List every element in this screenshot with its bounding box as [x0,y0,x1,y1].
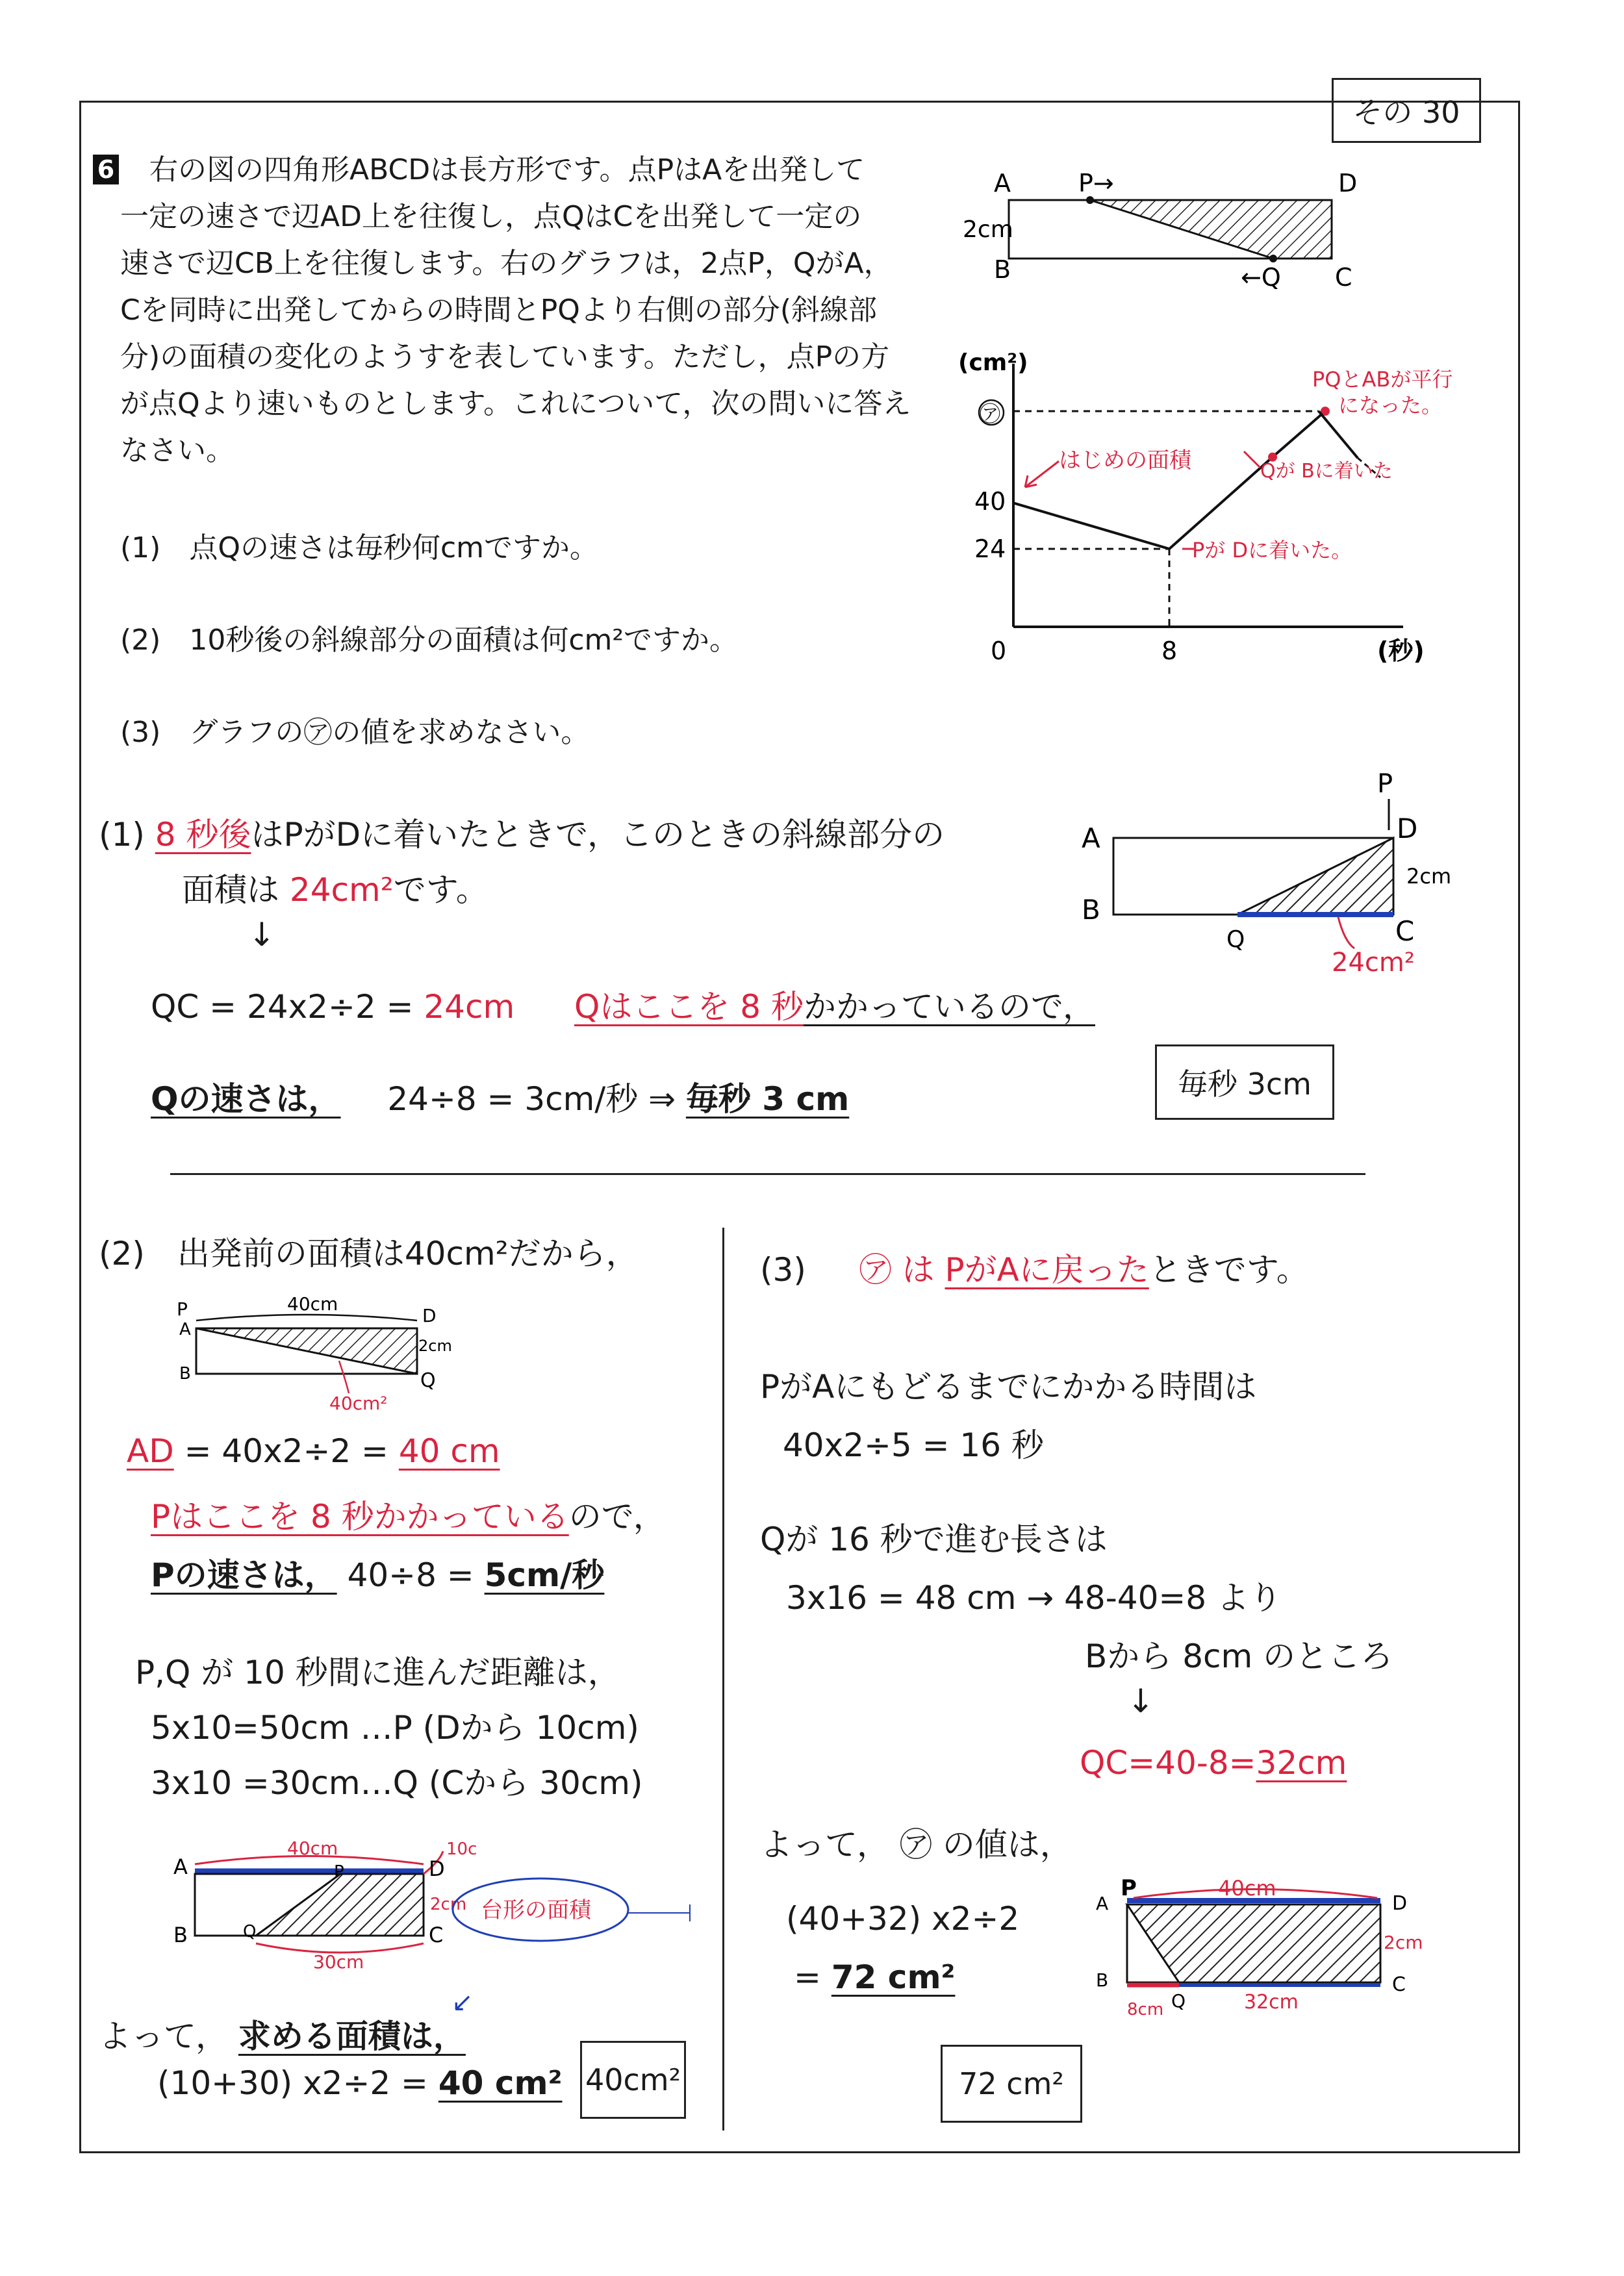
svg-text:2cm: 2cm [1406,864,1452,889]
svg-text:24cm²: 24cm² [1332,948,1415,978]
question-3: (3) グラフの㋐の値を求めなさい。 [120,716,590,749]
graph-x-tick-8: 8 [1161,637,1178,665]
problem-line-3: 速さで辺CB上を往復します。右のグラフは，2点P，QがA， [120,247,893,280]
svg-text:40cm: 40cm [287,1293,338,1315]
svg-text:Q: Q [1171,1990,1186,2012]
svg-text:40cm: 40cm [1218,1876,1276,1901]
answer1-figure [1072,773,1475,987]
svg-text:C: C [1392,1973,1406,1996]
answer2-line3: Pはここを 8 秒かかっているので， [151,1498,666,1536]
svg-text:A: A [179,1320,191,1339]
svg-text:30cm: 30cm [313,1951,364,1973]
graph-y-tick-24: 24 [974,535,1006,563]
answer1-arrow: ↓ [248,916,275,954]
answer1-line4: Qの速さは， 24÷8 = 3cm/秒 ⇒ 毎秒 3 cm [151,1080,850,1118]
svg-text:40cm: 40cm [287,1838,338,1859]
answer2-line5: P,Q が 10 秒間に進んだ距離は， [135,1654,620,1691]
page-label-box [1332,78,1481,143]
svg-text:2cm: 2cm [1384,1932,1423,1953]
svg-text:B: B [173,1923,188,1947]
answer1-box: 毎秒 3cm [1155,1044,1334,1120]
area-graph [948,351,1468,676]
answer3-line7: QC=40-8=32cm [1080,1744,1347,1782]
answer2-line1: (2) 出発前の面積は40cm²だから， [99,1235,639,1272]
svg-text:D: D [1397,813,1418,844]
svg-text:2cm: 2cm [418,1337,452,1355]
question-1: (1) 点Qの速さは毎秒何cmですか。 [120,531,599,564]
graph-y-tick-a: ㋐ [980,401,1001,426]
answer3-line1: (3) ㋐ は PがAに戻ったときです。 [760,1251,1309,1289]
answer3-line3: 40x2÷5 = 16 秒 [783,1426,1044,1464]
svg-text:Q: Q [243,1922,257,1941]
answer2-line8: よって， 求める面積は， [99,2017,466,2055]
svg-text:2cm: 2cm [430,1895,467,1914]
answer2-line4: Pの速さは， 40÷8 = 5cm/秒 [151,1556,605,1594]
answer1-line3: QC = 24x2÷2 = 24cm Qはここを 8 秒かかっているので， [151,988,1095,1026]
svg-text:B: B [1082,894,1100,926]
svg-text:P: P [334,1862,344,1882]
answer3-line10: = 72 cm² [794,1958,956,1996]
answer3-line6: Bから 8cm のところ [1085,1637,1393,1675]
graph-note-initial: はじめの面積 [1059,448,1191,474]
rect-label-q: ←Q [1241,263,1281,292]
graph-x-unit: (秒) [1377,637,1425,665]
problem-line-2: 一定の速さで辺AD上を往復し，点QはCを出発して一定の [120,200,862,233]
answer3-line4: Qが 16 秒で進む長さは [760,1521,1108,1558]
problem-line-5: 分)の面積の変化のようすを表しています。ただし，点Pの方 [120,340,890,373]
svg-text:Q: Q [1226,926,1245,953]
answer2-box: 40cm² [580,2041,686,2119]
answer3-box: 72 cm² [941,2045,1082,2123]
svg-text:B: B [1096,1969,1109,1991]
graph-y-unit: (cm²) [958,351,1028,376]
graph-note-p-at-d: Pが Dに着いた。 [1192,538,1352,563]
graph-note-parallel-2: になった。 [1338,393,1443,418]
answer3-arrow: ↓ [1127,1682,1154,1720]
svg-text:A: A [173,1854,188,1879]
svg-text:A: A [1082,822,1100,854]
rectangle-figure [948,162,1377,292]
svg-text:40cm²: 40cm² [329,1393,388,1413]
graph-note-q-at-b: Qが Bに着いた [1260,460,1393,483]
rect-label-c: C [1335,263,1352,292]
svg-text:台形の面積: 台形の面積 [481,1897,591,1923]
answer3-figure [1088,1871,1452,2027]
answer2-line6: 5x10=50cm …P (Dから 10cm) [151,1709,639,1747]
problem-number: 6 [93,155,119,184]
svg-text:D: D [422,1305,437,1326]
answer2-line9: (10+30) x2÷2 = 40 cm² [157,2064,563,2102]
svg-text:C: C [429,1923,444,1947]
answer2-line7: 3x10 =30cm…Q (Cから 30cm) [151,1764,643,1802]
graph-origin: 0 [991,637,1007,665]
svg-text:P: P [1377,773,1393,799]
answer3-line2: PがAにもどるまでにかかる時間は [760,1368,1257,1406]
section-divider [170,1173,1365,1175]
answer2-line2: AD = 40x2÷2 = 40 cm [127,1432,500,1470]
problem-line-1: 右の図の四角形ABCDは長方形です。点PはAを出発して [149,153,865,186]
rect-label-p: P→ [1078,169,1114,197]
svg-text:D: D [429,1856,445,1881]
answer1-line1: (1) 8 秒後はPがDに着いたときで，このときの斜線部分の [99,816,945,854]
svg-text:P: P [1121,1875,1137,1901]
svg-text:8cm: 8cm [1127,2000,1164,2019]
svg-text:32cm: 32cm [1244,1991,1299,2014]
answer3-line9: (40+32) x2÷2 [786,1900,1020,1938]
svg-text:10c: 10c [446,1840,477,1859]
problem-line-7: なさい。 [120,434,235,467]
answer2-figure2 [170,1825,729,1975]
rect-label-a: A [994,169,1011,197]
question-2: (2) 10秒後の斜線部分の面積は何cm²ですか。 [120,624,739,657]
problem-line-6: が点Qより速いものとします。これについて，次の問いに答え [120,387,911,420]
svg-text:C: C [1395,915,1415,947]
graph-y-tick-40: 40 [974,487,1006,516]
rect-label-height: 2cm [963,216,1013,243]
svg-text:P: P [177,1298,188,1320]
svg-text:B: B [179,1364,191,1384]
answer3-line5: 3x16 = 48 cm → 48-40=8 より [786,1579,1282,1617]
column-divider [722,1228,724,2131]
page-label: その 30 [1352,95,1460,130]
answer3-line8: よって， ㋐ の値は， [760,1826,1072,1864]
graph-note-parallel-1: PQとABが平行 [1312,367,1453,392]
rect-label-b: B [994,255,1011,284]
problem-line-4: Cを同時に出発してからの時間とPQより右側の部分(斜線部 [120,294,878,327]
svg-text:A: A [1096,1893,1109,1914]
svg-text:Q: Q [420,1369,436,1392]
answer2-pointer-arrow: ↙ [451,1988,474,2017]
answer1-line2: 面積は 24cm²です。 [182,871,488,909]
svg-text:D: D [1392,1892,1408,1915]
rect-label-d: D [1338,169,1358,197]
answer2-figure1 [170,1283,469,1413]
